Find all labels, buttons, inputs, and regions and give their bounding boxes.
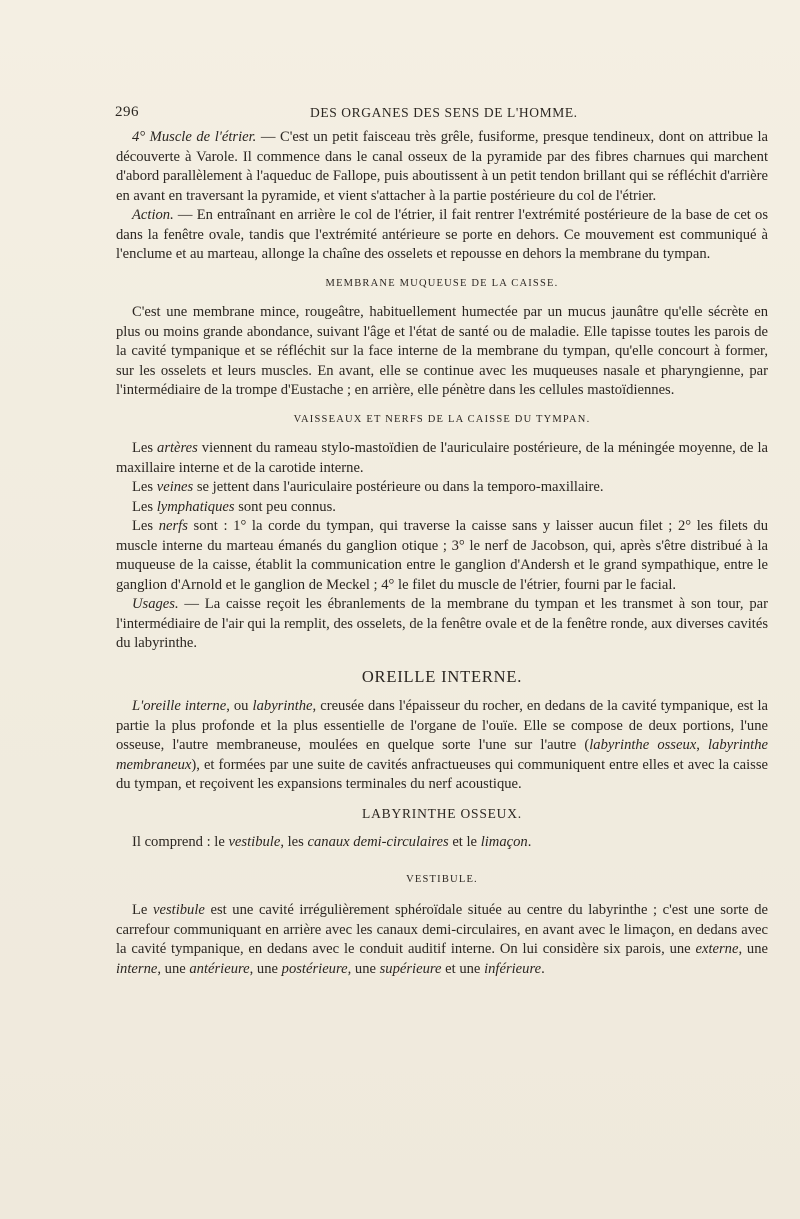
text-run: ,: [696, 737, 708, 753]
italic-term: postérieure: [281, 960, 348, 977]
paragraph-text: — C'est un petit faisceau très grêle, fusiforme, presque tendineux, dont on attribue la découverte à Varole. Il commence dans le canal osseux de la pyramide par des fibres charnues qui marchent d'abord parallèlement à l'aqueduc de Fallope, puis aboutissent à un petit tendon brillant qui se réfléchit d'arrière en avant en traversant la pyramide, et vient s'attacher à la partie postérieure du col de l'étrier.: [116, 129, 768, 204]
text-run: se jettent dans l'auriculaire postérieure ou dans la temporo-maxillaire.: [193, 479, 604, 495]
paragraph-vestibule: [116, 901, 768, 979]
italic-term: labyrinthe osseux: [589, 737, 697, 753]
text-run: et une: [441, 960, 485, 977]
text-run: est une cavité irrégulièrement sphéroïdale située au centre du labyrinthe ; c'est une sorte de carrefour communiquant en arrière avec les canaux demi-circulaires, en avant avec le limaçon, en dedans avec la cavité tympanique, en dedans avec le conduit auditif interne. On lui considère six parois, une: [116, 902, 768, 957]
italic-term: veines: [156, 479, 194, 495]
paragraph-lead: Action.: [132, 207, 174, 223]
text-run: .: [527, 834, 532, 850]
text-run: .: [541, 960, 545, 977]
text-run: Les: [132, 518, 159, 534]
italic-term: vestibule: [153, 902, 205, 918]
text-run: sont peu connus.: [234, 498, 336, 515]
italic-term: vestibule: [228, 834, 281, 850]
chapter-heading-oreille-interne: OREILLE INTERNE.: [361, 666, 523, 686]
paragraph-text: — La caisse reçoit les ébranlements de la membrane du tympan et les transmet à son tour, par l'intermédiaire de l'air qui la remplit, des osselets, de la fenêtre ovale et de la fenêtre ronde, aux diverses cavités du labyrinthe.: [116, 596, 768, 651]
text-run: et le: [448, 834, 481, 850]
section-heading-labyrinthe-osseux: LABYRINTHE OSSEUX.: [362, 805, 522, 821]
italic-term: lymphatiques: [156, 498, 235, 515]
page-number: 296: [115, 104, 139, 120]
text-run: sont : 1° la corde du tympan, qui traverse la caisse sans y laisser aucun filet ; 2° les filets du muscle interne du marteau émanés du ganglion otique ; 3° le nerf de Jacobson, qui, après s'être distribué à la muqueuse de la caisse, établit la communication entre le ganglion d'Andersh et le grand sympathique, entre le ganglion d'Arnold et le ganglion de Meckel ; 4° le filet du muscle de l'étrier, fourni par le facial.: [116, 518, 768, 593]
text-run: , les: [280, 834, 308, 850]
paragraph-oreille-interne: [116, 697, 768, 795]
section-heading-vaisseaux: VAISSEAUX ET NERFS DE LA CAISSE DU TYMPAN.: [293, 413, 591, 425]
page-body: [116, 128, 768, 979]
italic-term: L'oreille interne: [132, 698, 227, 714]
text-run: Les: [132, 498, 157, 515]
italic-term: antérieure: [189, 960, 250, 977]
italic-term: externe: [695, 941, 739, 957]
italic-term: supérieure: [379, 960, 442, 977]
paragraph-veines: [116, 478, 768, 498]
text-run: , une: [738, 941, 768, 957]
paragraph-arteres: [116, 439, 768, 478]
paragraph-membrane: C'est une membrane mince, rougeâtre, habituellement humectée par un mucus jaunâtre qu'elle sécrète en plus ou moins grande abondance, suivant l'âge et l'état de santé ou de maladie. Elle tapisse toutes les parois de la cavité tympanique et se réfléchit sur la face interne de la membrane du tympan, qu'elle concourt à former, sur les osselets et leurs muscles. En avant, elle se continue avec les muqueuses nasale et pharyngienne, par l'intermédiaire de la trompe d'Eustache ; en arrière, elle pénètre dans les cellules mastoïdiennes.: [116, 304, 768, 398]
text-run: ), et formées par une suite de cavités anfractueuses qui communiquent entre elles et avec la caisse du tympan, et reçoivent les expansions terminales du nerf acoustique.: [116, 756, 768, 792]
text-run: viennent du rameau stylo-mastoïdien de l'auriculaire postérieure, de la méningée moyenne, de la maxillaire interne et de la carotide interne.: [116, 440, 768, 476]
text-run: Les: [132, 440, 158, 456]
paragraph-labyrinthe: [116, 833, 768, 853]
text-run: , une: [157, 960, 190, 977]
italic-term: artères: [157, 440, 198, 456]
text-run: , une: [347, 960, 380, 977]
paragraph-lead: 4° Muscle de l'étrier.: [132, 129, 257, 145]
text-run: Le: [132, 902, 153, 918]
section-heading-membrane: MEMBRANE MUQUEUSE DE LA CAISSE.: [325, 277, 559, 289]
italic-term: nerfs: [158, 518, 188, 534]
paragraph-text: — En entraînant en arrière le col de l'étrier, il fait rentrer l'extrémité postérieure de la base de cet os dans la fenêtre ovale, tandis que l'extrémité antérieure se porte en dehors. Ce mouvement est communiqué à l'enclume et au marteau, allonge la chaîne des osselets et repousse en dehors la membrane du tympan.: [116, 207, 768, 262]
italic-term: labyrinthe membraneux: [116, 737, 768, 773]
italic-term: canaux demi-circulaires: [307, 834, 449, 850]
text-run: , creusée dans l'épaisseur du rocher, en dedans de la cavité tympanique, est la partie la plus profonde et la plus essentielle de l'organe de l'ouïe. Elle se compose de deux portions, l'une osseuse, l'autre membraneuse, moulées en quelque sorte l'une sur l'autre (: [116, 698, 769, 753]
text-run: Les: [132, 479, 157, 495]
paragraph-usages: [116, 595, 768, 654]
section-heading-vestibule: VESTIBULE.: [406, 873, 478, 885]
paragraph-muscle-etrier: [116, 128, 768, 206]
text-run: , une: [249, 960, 282, 977]
page-header: [115, 104, 766, 124]
text-run: , ou: [226, 698, 253, 714]
paragraph-nerfs: [116, 517, 768, 595]
italic-term: inférieure: [484, 960, 542, 977]
paragraph-lymphatiques: [116, 498, 768, 518]
italic-term: limaçon: [480, 834, 528, 850]
paragraph-lead: Usages.: [132, 596, 179, 612]
text-run: Il comprend : le: [132, 834, 229, 850]
paragraph-action: [116, 206, 768, 265]
italic-term: labyrinthe: [252, 698, 313, 714]
running-title: DES ORGANES DES SENS DE L'HOMME.: [310, 105, 578, 120]
italic-term: interne: [116, 960, 158, 977]
